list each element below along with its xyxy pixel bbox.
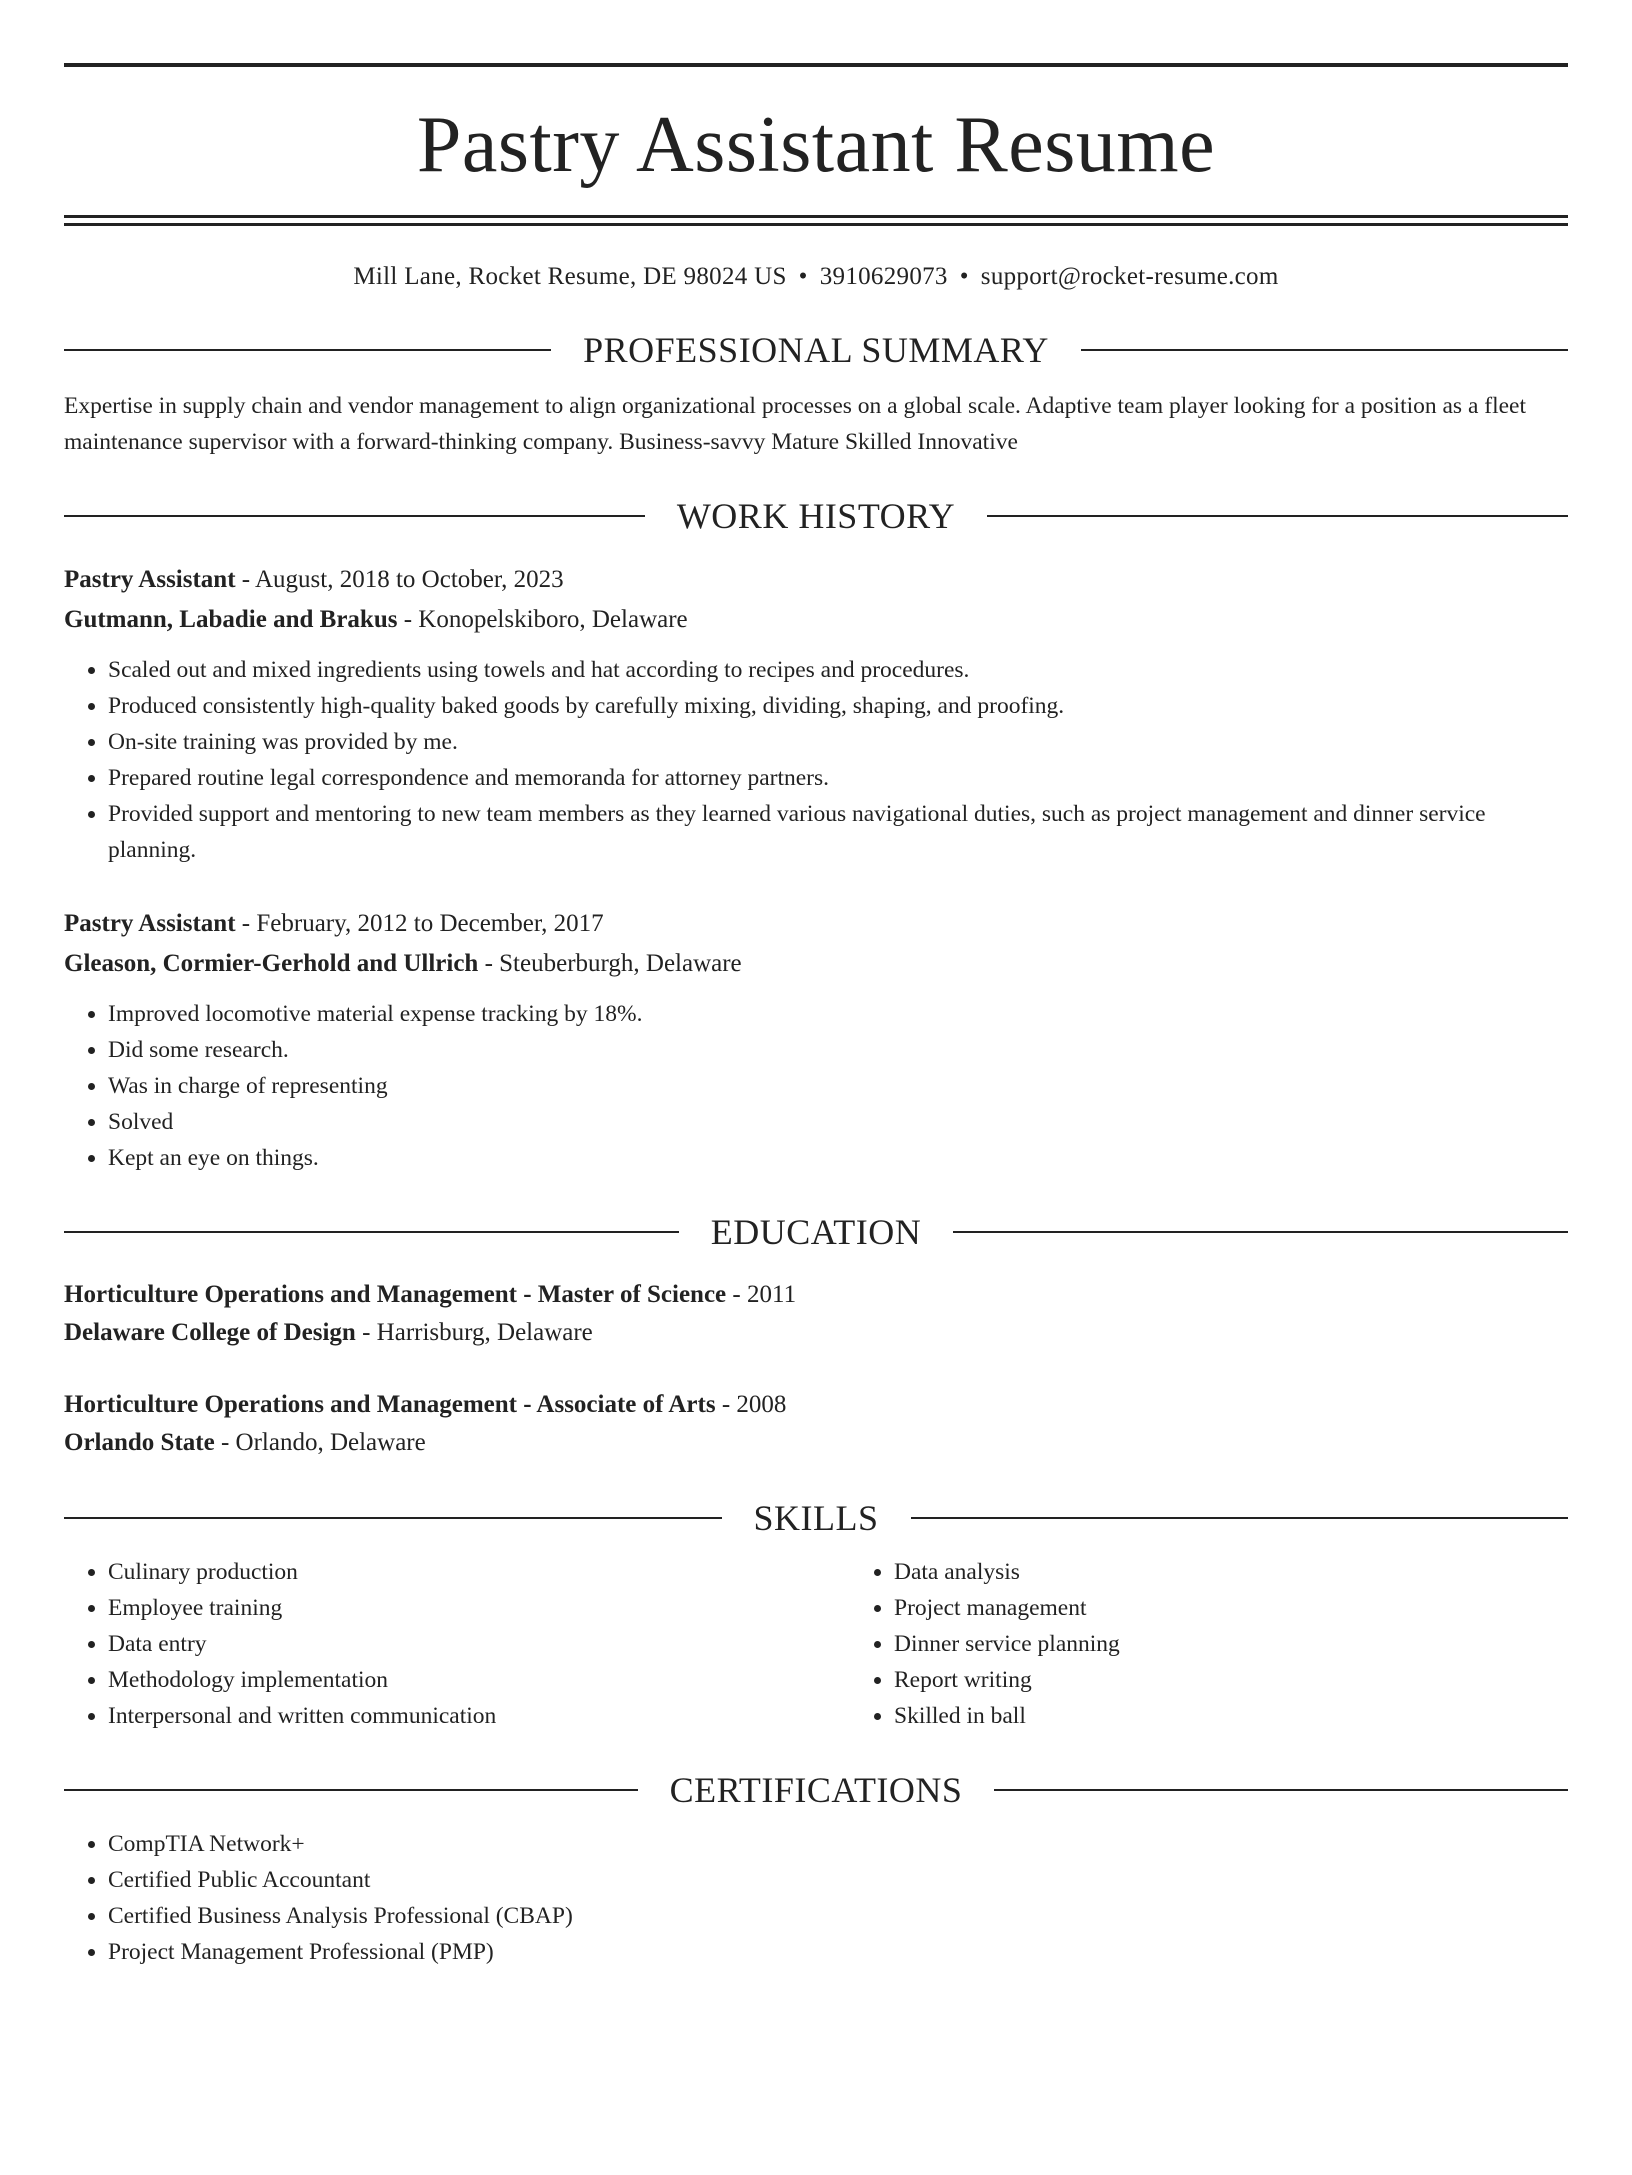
job-bullet: • Provided support and mentoring to new team members as they learned various navigational duties, such as project management and dinner service planning. [108, 796, 1568, 868]
summary-text: Expertise in supply chain and vendor management to align organizational processes on a global scale. Adaptive team player looking for a position as a fleet maintenance supervisor with a forward-thinking company. Business-savvy Mature Skilled Innovative [64, 393, 1527, 455]
section-header-work-history [64, 494, 1568, 538]
education-degree: Horticulture Operations and Management - Master of Science [64, 1281, 727, 1308]
section-rule-left [64, 1517, 722, 1519]
skills-list-left [64, 1554, 850, 1734]
certifications-list [64, 1826, 1568, 1970]
job-bullet: • Kept an eye on things. [108, 1140, 1568, 1176]
job-location: - Steuberburgh, Delaware [478, 950, 742, 977]
skill-item: • Data entry [108, 1626, 850, 1662]
education-school-line [64, 1314, 1568, 1352]
job-title-line [64, 560, 1568, 600]
education-degree-line [64, 1386, 1568, 1424]
job-title: Pastry Assistant [64, 910, 236, 937]
contact-separator: • [798, 263, 808, 290]
education-school: Orlando State [64, 1429, 215, 1456]
section-rule-right [911, 1517, 1569, 1519]
section-rule-right [994, 1789, 1568, 1791]
certification-item: • Project Management Professional (PMP) [108, 1934, 1568, 1970]
job-dates: - February, 2012 to December, 2017 [235, 910, 604, 937]
education-degree: Horticulture Operations and Management - Associate of Arts [64, 1391, 716, 1418]
section-header-certifications [64, 1768, 1568, 1812]
education-year: - 2011 [726, 1281, 797, 1308]
job-bullet: • Did some research. [108, 1032, 1568, 1068]
job-bullet: • Produced consistently high-quality baked goods by carefully mixing, dividing, shaping, and proofing. [108, 688, 1568, 724]
job-bullets [64, 652, 1568, 868]
skill-item: • Report writing [894, 1662, 1568, 1698]
job-bullet: • On-site training was provided by me. [108, 724, 1568, 760]
skill-item: • Culinary production [108, 1554, 850, 1590]
job-bullet: • Was in charge of representing [108, 1068, 1568, 1104]
job-bullet: • Improved locomotive material expense tracking by 18%. [108, 996, 1568, 1032]
section-rule-left [64, 515, 645, 517]
job-title-line [64, 904, 1568, 944]
section-rule-right [953, 1231, 1568, 1233]
job-location: - Konopelskiboro, Delaware [397, 606, 688, 633]
job-entry [64, 904, 1568, 1176]
certification-item: • CompTIA Network+ [108, 1826, 1568, 1862]
section-header-skills [64, 1496, 1568, 1540]
job-company-line [64, 600, 1568, 640]
education-school-line [64, 1424, 1568, 1462]
skills-columns [64, 1554, 1568, 1734]
education-school: Delaware College of Design [64, 1319, 356, 1346]
section-rule-left [64, 349, 551, 351]
skill-item: • Employee training [108, 1590, 850, 1626]
job-company: Gleason, Cormier-Gerhold and Ullrich [64, 950, 479, 977]
section-rule-left [64, 1231, 679, 1233]
skill-item: • Methodology implementation [108, 1662, 850, 1698]
section-header-summary [64, 328, 1568, 372]
skills-list-right [850, 1554, 1568, 1734]
resume-page [0, 63, 1632, 2175]
contact-separator: • [959, 263, 969, 290]
skill-item: • Interpersonal and written communication [108, 1698, 850, 1734]
section-rule-right [1081, 349, 1568, 351]
section-title-certifications: CERTIFICATIONS [669, 1770, 963, 1810]
job-dates: - August, 2018 to October, 2023 [235, 566, 564, 593]
section-title-work-history: WORK HISTORY [676, 496, 956, 536]
education-entry [64, 1386, 1568, 1462]
education-location: - Orlando, Delaware [214, 1429, 426, 1456]
contact-email: support@rocket-resume.com [980, 263, 1279, 290]
job-entry [64, 560, 1568, 868]
job-company-line [64, 944, 1568, 984]
job-bullet: • Solved [108, 1104, 1568, 1140]
job-company: Gutmann, Labadie and Brakus [64, 606, 398, 633]
title-double-rule [64, 215, 1568, 226]
contact-address: Mill Lane, Rocket Resume, DE 98024 US [353, 263, 787, 290]
section-rule-left [64, 1789, 638, 1791]
section-title-skills: SKILLS [753, 1498, 879, 1538]
certification-item: • Certified Public Accountant [108, 1862, 1568, 1898]
skill-item: • Dinner service planning [894, 1626, 1568, 1662]
section-title-education: EDUCATION [710, 1212, 922, 1252]
section-title-summary: PROFESSIONAL SUMMARY [583, 330, 1049, 370]
job-bullets [64, 996, 1568, 1176]
top-rule [64, 63, 1568, 67]
skill-item: • Skilled in ball [894, 1698, 1568, 1734]
education-location: - Harrisburg, Delaware [355, 1319, 593, 1346]
job-bullet: • Prepared routine legal correspondence and memoranda for attorney partners. [108, 760, 1568, 796]
job-title: Pastry Assistant [64, 566, 236, 593]
section-rule-right [987, 515, 1568, 517]
section-header-education [64, 1210, 1568, 1254]
certification-item: • Certified Business Analysis Professional (CBAP) [108, 1898, 1568, 1934]
education-year: - 2008 [715, 1391, 787, 1418]
education-degree-line [64, 1276, 1568, 1314]
job-bullet: • Scaled out and mixed ingredients using towels and hat according to recipes and procedures. [108, 652, 1568, 688]
contact-phone: 3910629073 [819, 263, 948, 290]
resume-title: Pastry Assistant Resume [416, 101, 1216, 189]
certifications-block [64, 1826, 1568, 1970]
skill-item: • Data analysis [894, 1554, 1568, 1590]
contact-line [64, 260, 1568, 294]
education-entry [64, 1276, 1568, 1352]
skill-item: • Project management [894, 1590, 1568, 1626]
